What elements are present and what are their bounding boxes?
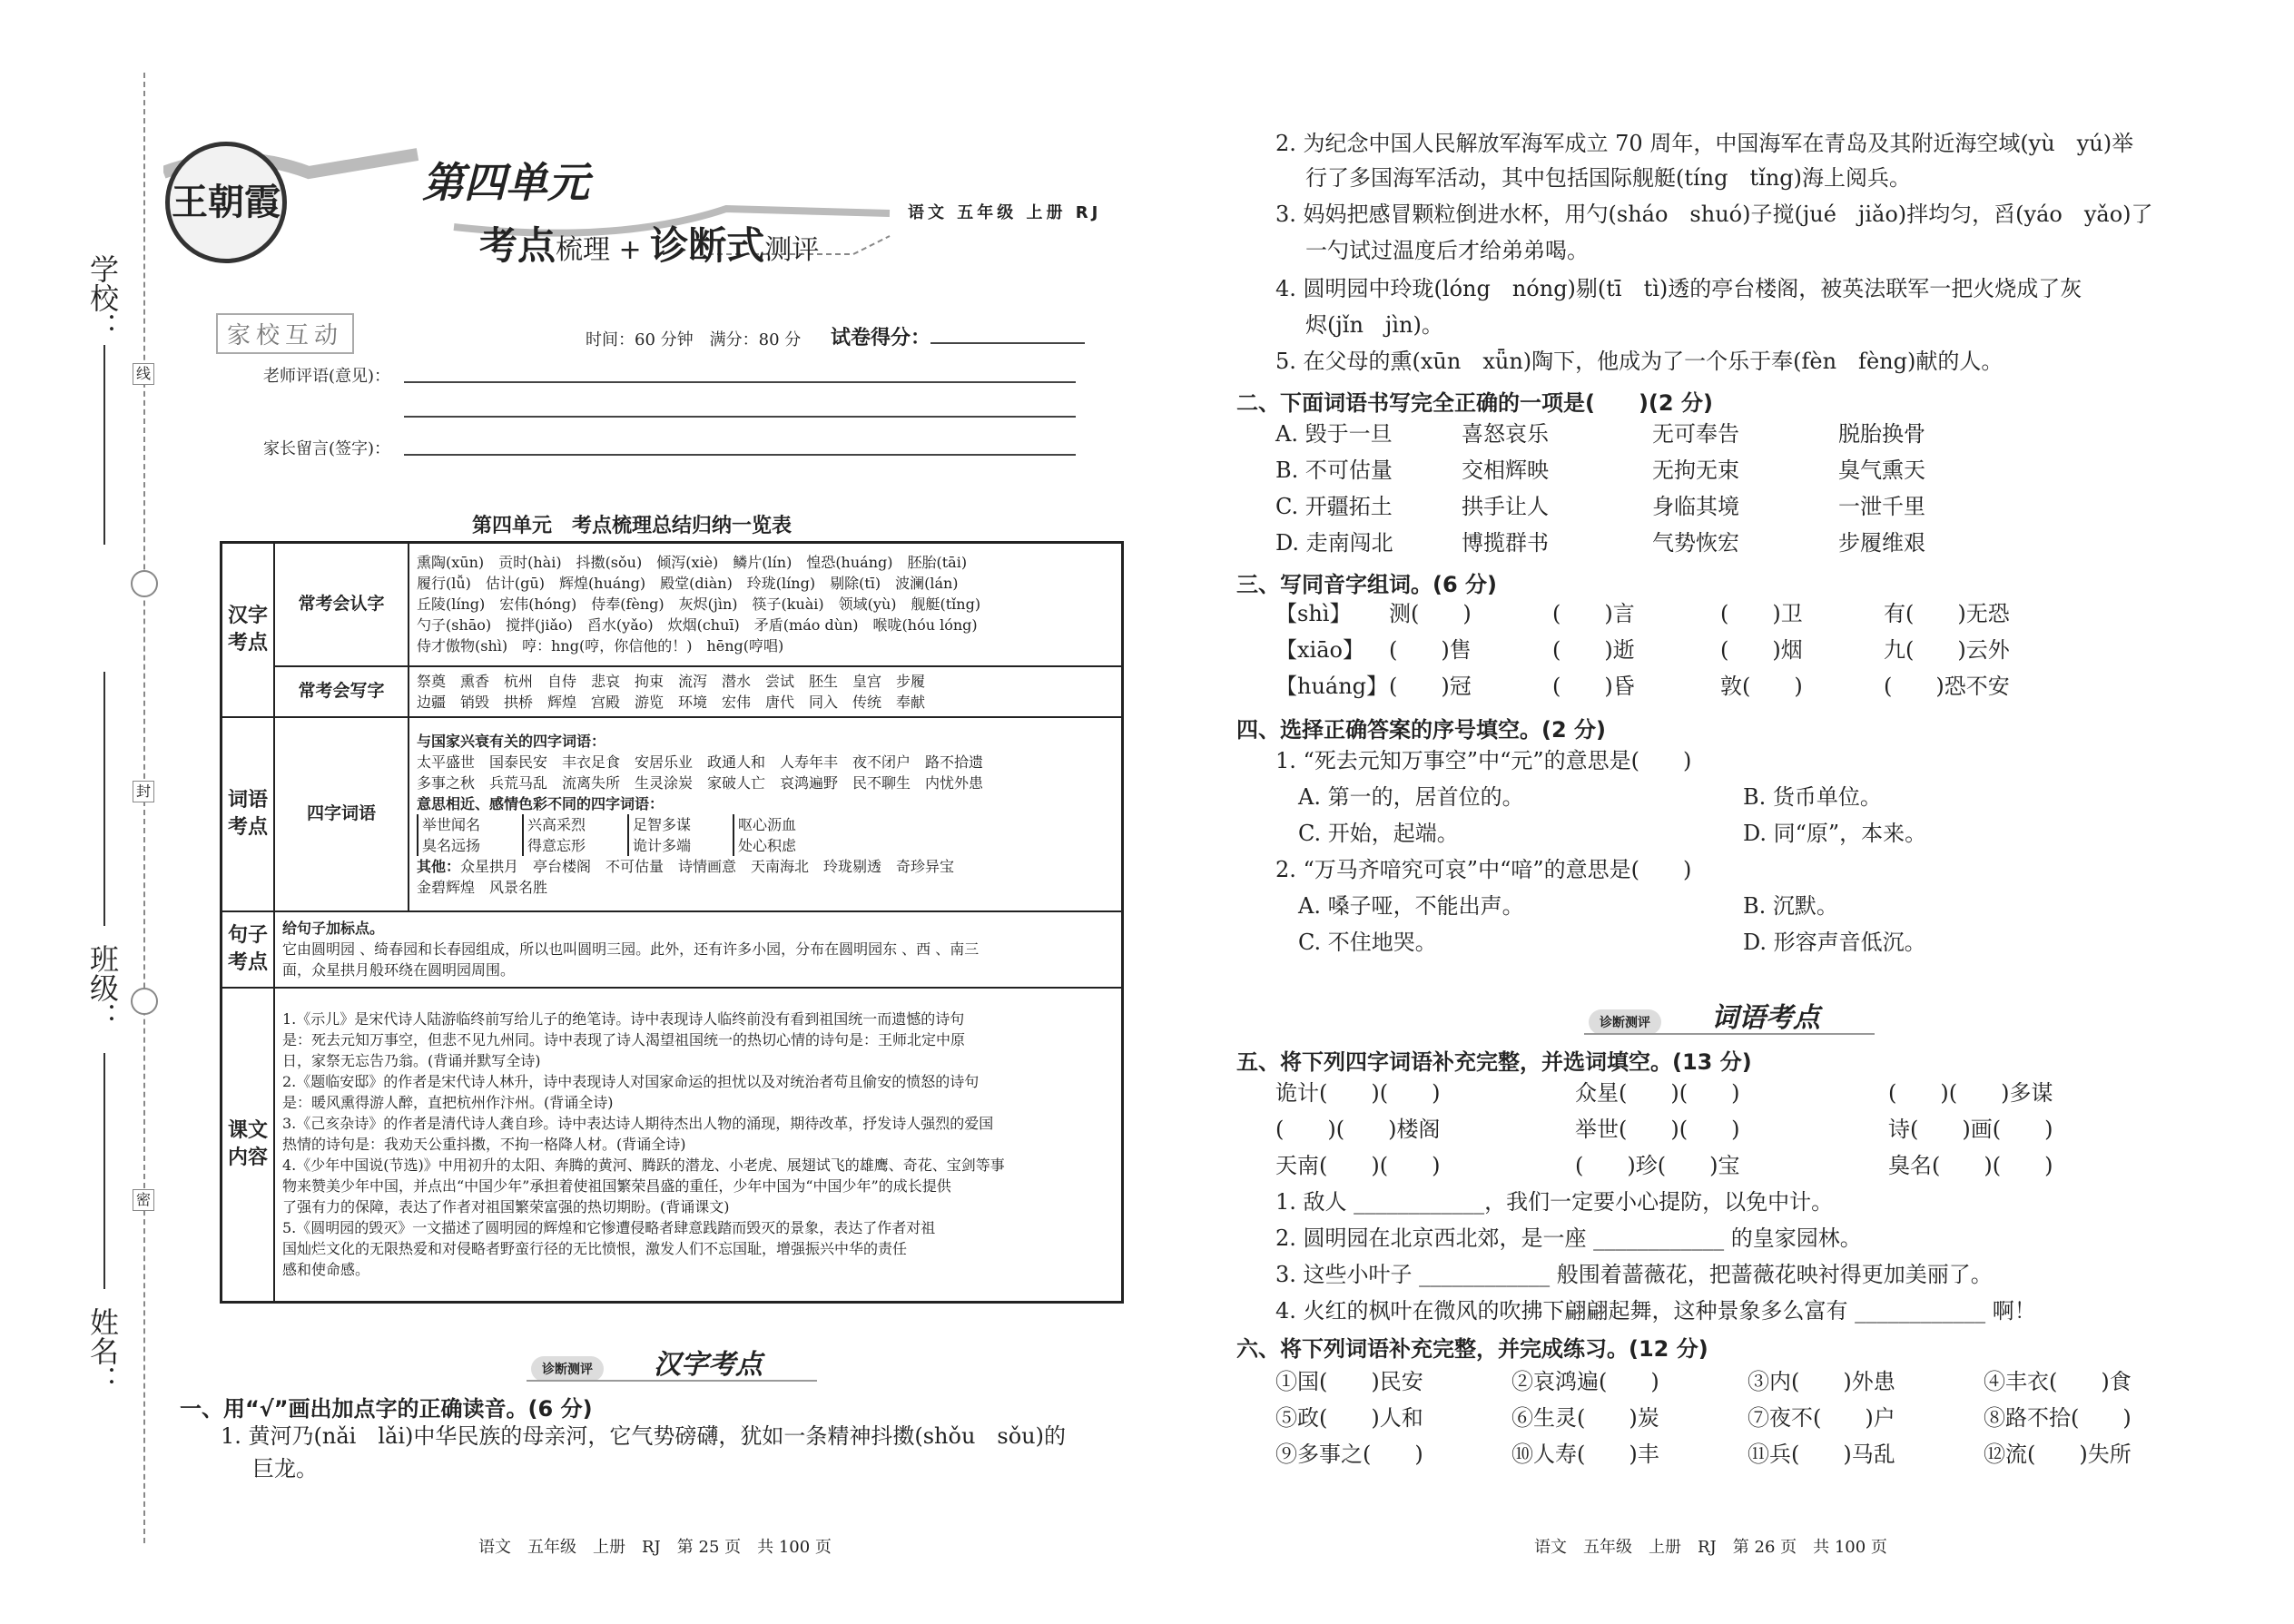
q1-item: 巨龙。 [252, 1456, 318, 1481]
q4-option: D. 形容声音低沉。 [1743, 930, 1926, 955]
q4-option: D. 同“原”，本来。 [1743, 821, 1927, 846]
class-label: 班级： [85, 944, 120, 1031]
teacher-comment-label: 老师评语(意见)： [263, 367, 391, 386]
q5-sentence: 2. 圆明园在北京西北郊，是一座 ____________ 的皇家园林。 [1275, 1225, 1862, 1251]
q1-item: 1. 黄河乃(nǎi lǎi)中华民族的母亲河，它气势磅礴，犹如一条精神抖擞(shǒu sǒu)的 [221, 1423, 1066, 1449]
q4-option: C. 开始，起端。 [1298, 821, 1459, 846]
q4-stem: 2. “万马齐喑究可哀”中“喑”的意思是( ) [1275, 857, 1692, 882]
section-hanzi: 汉字考点 [654, 1349, 763, 1381]
q1-item: 一勺试过温度后才给弟弟喝。 [1305, 238, 1589, 263]
diag-tag: 诊断测评 [1589, 1009, 1661, 1035]
summary-table [220, 541, 1124, 1304]
section-line [1584, 1033, 1875, 1035]
q3-title: 三、写同音字组词。(6 分) [1236, 572, 1497, 597]
lessons-cell: 1.《示儿》是宋代诗人陆游临终前写给儿子的绝笔诗。诗中表现诗人临终前没有看到祖国统一而遗憾的诗句 是：死去元知万事空，但悲不见九州同。诗中表现了诗人渴望祖国统一的热切心情的诗句是：王师北定中原 日，家祭无忘告乃翁。(背诵并默写全诗) 2.《题临安邸》的作者是宋代诗人林升，诗中表现诗人对国家命运的担忧以及对统治者苟且偷安的愤怒的诗句 是：暖风熏得游人醉，直把杭州作汴州。(背诵全诗) 3.《己亥杂诗》的作者是清代诗人龚自珍。诗中表达诗人期待杰出人物的涌现，期待改革，抒发诗人强烈的爱国 热情的诗句是：我劝天公重抖擞，不拘一格降人材。(背诵全诗) 4.《少年中国说(节选)》中用初升的太阳、奔腾的黄河、腾跃的潜龙、小老虎、展翅试飞的雄鹰、奇花、宝剑等事 物来赞美少年中国，并点出“中国少年”承担着使祖国繁荣昌盛的重任，少年中国为“中国少年”的成长提供 了强有力的保障，表达了作者对祖国繁荣富强的热切期盼。(背诵课文) 5.《圆明园的毁灭》一文描述了圆明园的辉煌和它惨遭侵略者肆意践踏而毁灭的景象，表达了作者对祖 国灿烂文化的无限热爱和对侵略者野蛮行径的无比愤恨，激发人们不忘国耻，增强振兴中华的责任 感和使命感。 [274, 988, 1123, 1303]
school-line [103, 345, 105, 545]
parent-note-line[interactable] [404, 454, 1076, 456]
q5-sentence: 1. 敌人 ____________，我们一定要小心提防，以免中计。 [1275, 1189, 1834, 1215]
q6-words: ①国( )民安 ②哀鸿遍( ) ③内( )外患 ④丰衣( )食 ⑤政( )人和 ⑥生灵( )炭 ⑦夜不( )户 ⑧路不拾( ) ⑨多事之( ) ⑩人寿( )丰 ⑪兵( )马乱 ⑫流( )失所 [1275, 1369, 2132, 1467]
home-school-badge: 家校互动 [216, 313, 354, 354]
category-ciyu: 词语考点 [222, 717, 275, 911]
q1-item: 烬(jǐn jìn)。 [1305, 312, 1443, 338]
unit-title: 第四单元 [422, 158, 589, 207]
name-label: 姓名： [85, 1307, 120, 1394]
recognize-cell: 熏陶(xūn) 贡时(hài) 抖擞(sǒu) 倾泻(xiè) 鳞片(lín) 惶恐(huáng) 胚胎(tāi) 履行(lǚ) 估计(gū) 辉煌(huáng) 殿堂(diàn) 玲珑(líng) 剔除(tī) 波澜(lán) 丘陵(líng) 宏伟(hóng) 侍奉(fèng) 灰烬(jìn) 筷子(kuài) 领域(yù) 舰艇(tǐng) 勺子(shāo) 搅拌(jiǎo) 舀水(yǎo) 炊烟(chuī) 矛盾(máo dùn) 喉咙(hóu lóng) 侍才傲物(shì) 哼：hng(哼，你信他的！) hēng(哼唱) [409, 543, 1123, 666]
punch-hole [131, 988, 158, 1015]
q2-options: A. 毁于一旦 喜怒哀乐 无可奉告 脱胎换骨 B. 不可估量 交相辉映 无拘无束 臭气熏天 C. 开疆拓土 拱手让人 身临其境 一泄千里 D. 走南闯北 博揽群书 气势恢宏 步履维艰 [1275, 421, 1925, 556]
q4-option: A. 第一的，居首位的。 [1298, 784, 1524, 810]
score-label: 试卷得分： [831, 322, 1085, 350]
section-ciyu: 词语考点 [1711, 1002, 1820, 1034]
punch-hole [131, 570, 158, 597]
time-info: 时间：60 分钟 满分：80 分 [586, 330, 802, 349]
footer-left: 语文 五年级 上册 RJ 第 25 页 共 100 页 [478, 1538, 832, 1557]
q1-title: 一、用“√”画出加点字的正确读音。(6 分) [180, 1396, 593, 1422]
idioms-label: 四字词语 [274, 717, 409, 911]
q2-title: 二、下面词语书写完全正确的一项是( )(2 分) [1236, 390, 1713, 416]
q1-item: 3. 妈妈把感冒颗粒倒进水杯，用勺(sháo shuó)子搅(jué jiǎo)拌均匀，舀(yáo yǎo)了 [1275, 202, 2153, 227]
q1-item: 行了多国海军活动，其中包括国际舰艇(tíng tǐng)海上阅兵。 [1305, 165, 1912, 191]
cut-char-secret: 密 [133, 1189, 154, 1211]
section-line [527, 1380, 817, 1382]
cut-char-seal: 封 [133, 781, 154, 802]
teacher-comment-line[interactable] [404, 416, 1076, 418]
q1-item: 4. 圆明园中玲珑(lóng nóng)剔(tī tì)透的亭台楼阁，被英法联军一把火烧成了灰 [1275, 276, 2082, 301]
category-kewen: 课文内容 [222, 988, 275, 1303]
q5-sentence: 4. 火红的枫叶在微风的吹拂下翩翩起舞，这种景象多么富有 ____________ 啊！ [1275, 1298, 2036, 1324]
name-line [103, 1053, 105, 1289]
write-cell: 祭奠 熏香 杭州 自侍 悲哀 拘束 流泻 潜水 尝试 胚生 皇宫 步履 边疆 销毁 拱桥 辉煌 宫殿 游览 环境 宏伟 唐代 同入 传统 奉献 [409, 666, 1123, 717]
q4-option: B. 沉默。 [1743, 893, 1838, 919]
q1-item: 2. 为纪念中国人民解放军海军成立 70 周年，中国海军在青岛及其附近海空域(yù yú)举 [1275, 131, 2134, 156]
q5-sentence: 3. 这些小叶子 ____________ 般围着蔷薇花，把蔷薇花映衬得更加美丽了。 [1275, 1262, 1993, 1287]
sentence-cell: 给句子加标点。 它由圆明园 、绮春园和长春园组成，所以也叫圆明三园。此外，还有许多小园，分布在圆明园东 、西 、南三 面，众星拱月般环绕在圆明园周围。 [274, 911, 1123, 988]
q3-rows: 【shì】 测( ) ( )言 ( )卫 有( )无恐 【xiāo】 ( )售 ( )逝 ( )烟 九( )云外 【huáng】 ( )冠 ( )昏 敦( ) ( )恐不安 [1275, 601, 2010, 699]
idioms-cell: 与国家兴衰有关的四字词语： 太平盛世 国泰民安 丰衣足食 安居乐业 政通人和 人寿年丰 夜不闭户 路不拾遗 多事之秋 兵荒马乱 流离失所 生灵涂炭 家破人亡 哀鸿遍野 民不聊生 内忧外患 意思相近、感情色彩不同的四字词语： 举世闻名 臭名远扬 兴高采烈 得意忘形 足智多谋 诡计多端 呕心沥血 处心积虑 其他：众星拱月 亭台楼阁 不可估量 诗情画意 天南海北 玲珑剔透 奇珍异宝 金碧辉煌 风景名胜 [409, 717, 1123, 911]
q5-title: 五、将下列四字词语补充完整，并选词填空。(13 分) [1236, 1049, 1752, 1075]
q6-title: 六、将下列词语补充完整，并完成练习。(12 分) [1236, 1336, 1708, 1362]
cut-char-line: 线 [133, 363, 154, 385]
category-hanzi: 汉字考点 [222, 543, 275, 717]
q4-option: A. 嗓子哑，不能出声。 [1298, 893, 1524, 919]
cut-line [143, 73, 145, 1543]
page-subtitle: 考点梳理 + 诊断式测评 [479, 223, 820, 268]
parent-note-label: 家长留言(签字)： [263, 439, 391, 458]
q4-stem: 1. “死去元知万事空”中“元”的意思是( ) [1275, 748, 1692, 773]
recognize-label: 常考会认字 [274, 543, 409, 666]
q1-item: 5. 在父母的熏(xūn xǖn)陶下，他成为了一个乐于奉(fèn fèng)献的人。 [1275, 349, 2004, 374]
q5-words: 诡计( )( ) 众星( )( ) ( )( )多谋 ( )( )楼阁 举世( )( ) 诗( )画( ) 天南( )( ) ( )珍( )宝 臭名( )( ) [1275, 1080, 2053, 1178]
school-label: 学校： [85, 254, 120, 341]
footer-right: 语文 五年级 上册 RJ 第 26 页 共 100 页 [1534, 1538, 1887, 1557]
q4-option: B. 货币单位。 [1743, 784, 1882, 810]
q4-option: C. 不住地哭。 [1298, 930, 1437, 955]
teacher-comment-line[interactable] [404, 381, 1076, 383]
class-line [103, 672, 105, 926]
write-label: 常考会写字 [274, 666, 409, 717]
diag-tag: 诊断测评 [531, 1356, 604, 1382]
q4-title: 四、选择正确答案的序号填空。(2 分) [1236, 717, 1606, 743]
category-juzi: 句子考点 [222, 911, 275, 988]
summary-title: 第四单元 考点梳理总结归纳一览表 [472, 515, 793, 537]
subject-tag: 语文 五年级 上册 RJ [908, 203, 1102, 222]
brand-logo: 王朝霞 [165, 142, 287, 263]
